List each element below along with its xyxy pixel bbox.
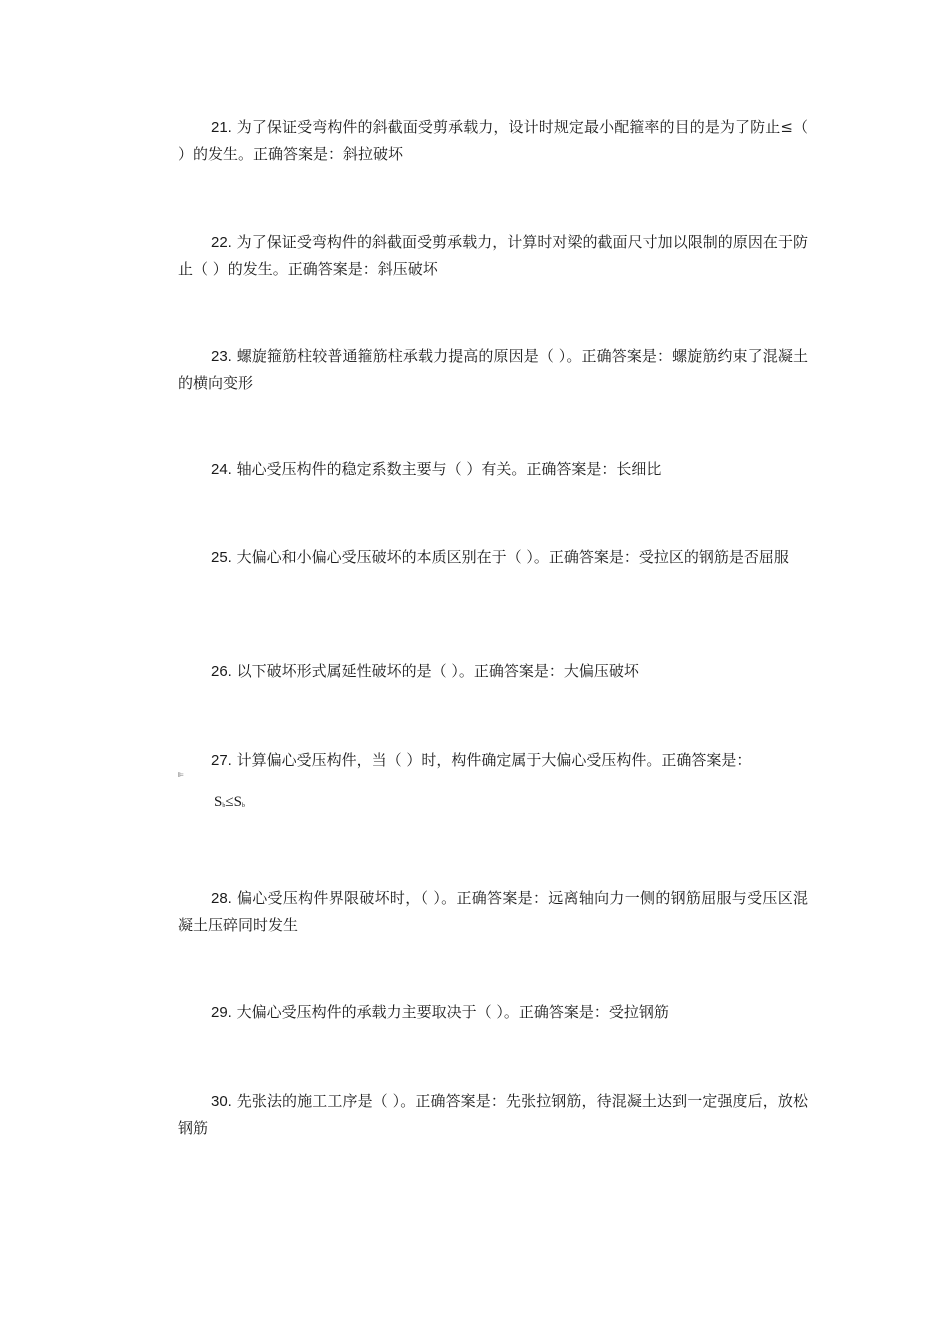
question-number: 22. xyxy=(211,234,232,251)
question-27 xyxy=(178,747,808,774)
question-21 xyxy=(178,114,808,167)
question-text: 为了保证受弯构件的斜截面受剪承载力，计算时对梁的截面尺寸加以限制的原因在于防止（ ）的发生。正确答案是：斜压破坏 xyxy=(178,233,808,278)
question-number: 29. xyxy=(211,1004,232,1021)
question-number: 28. xyxy=(211,890,232,907)
question-25 xyxy=(178,544,808,571)
question-number: 25. xyxy=(211,549,232,566)
question-number: 23. xyxy=(211,348,232,365)
question-29 xyxy=(178,999,808,1026)
question-number: 30. xyxy=(211,1093,232,1110)
formula-left-subscript: b xyxy=(222,803,226,809)
question-number: 26. xyxy=(211,663,232,680)
formula-operator: ≤ xyxy=(225,794,234,810)
question-number: 27. xyxy=(211,752,232,769)
question-24 xyxy=(178,456,808,483)
question-26 xyxy=(178,658,808,685)
question-28 xyxy=(178,885,808,938)
question-text: 偏心受压构件界限破坏时，（ ）。正确答案是：远离轴向力一侧的钢筋屈服与受压区混凝土压碎同时发生 xyxy=(178,889,808,934)
question-text: 为了保证受弯构件的斜截面受剪承载力，设计时规定最小配箍率的目的是为了防止≤（ ）的发生。正确答案是：斜拉破坏 xyxy=(178,118,808,163)
question-23 xyxy=(178,343,808,396)
question-text: 以下破坏形式属延性破坏的是（ ）。正确答案是：大偏压破坏 xyxy=(236,662,639,680)
formula-right-symbol: S xyxy=(233,794,242,810)
formula-left-symbol: S xyxy=(214,794,223,810)
question-text: 大偏心受压构件的承载力主要取决于（ ）。正确答案是：受拉钢筋 xyxy=(236,1003,669,1021)
question-30 xyxy=(178,1088,808,1141)
question-text: 轴心受压构件的稳定系数主要与（ ）有关。正确答案是：长细比 xyxy=(236,460,662,478)
question-text: 螺旋箍筋柱较普通箍筋柱承载力提高的原因是（ ）。正确答案是：螺旋筋约束了混凝土的横向变形 xyxy=(178,347,808,392)
question-number: 21. xyxy=(211,119,232,136)
formula-right-subscript: b xyxy=(241,803,245,809)
question-22 xyxy=(178,229,808,282)
question-text: 先张法的施工工序是（ ）。正确答案是：先张拉钢筋，待混凝土达到一定强度后，放松钢筋 xyxy=(178,1092,808,1137)
question-text: 大偏心和小偏心受压破坏的本质区别在于（ ）。正确答案是：受拉区的钢筋是否屈服 xyxy=(236,548,789,566)
question-number: 24. xyxy=(211,461,232,478)
formula-marker: ⊫ xyxy=(178,771,185,779)
question-text: 计算偏心受压构件，当（ ）时，构件确定属于大偏心受压构件。正确答案是： xyxy=(236,751,752,769)
answer-formula xyxy=(214,794,245,811)
